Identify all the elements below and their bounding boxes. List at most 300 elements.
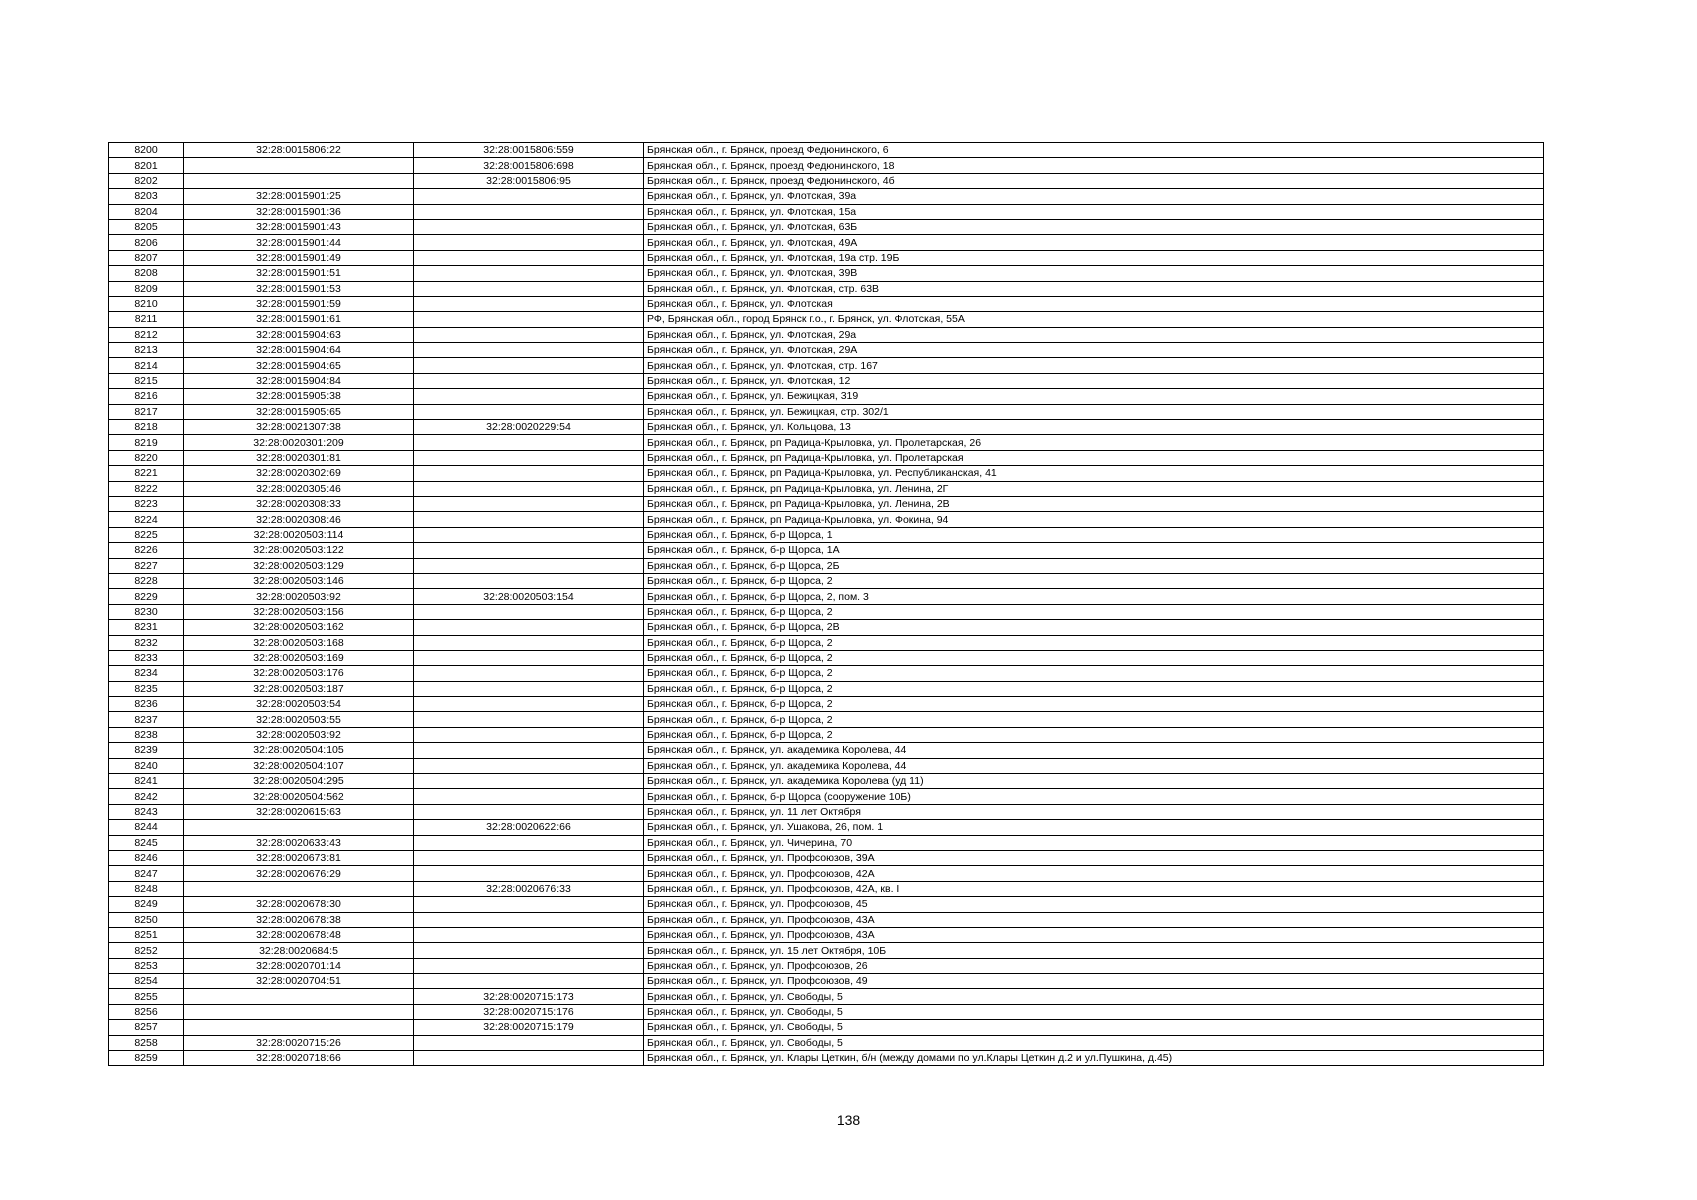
cadastral-number-cell: 32:28:0020503:187: [184, 681, 414, 696]
table-row: [109, 850, 1544, 865]
cadastral-number-cell: 32:28:0020503:168: [184, 635, 414, 650]
related-cadastral-number-cell: [414, 681, 644, 696]
related-cadastral-number-cell: [414, 296, 644, 311]
table-row: [109, 450, 1544, 465]
related-cadastral-number-cell: [414, 527, 644, 542]
address-cell: Брянская обл., г. Брянск, ул. 11 лет Октября: [644, 804, 1544, 819]
row-number-cell: 8248: [109, 881, 184, 896]
row-number-cell: 8204: [109, 204, 184, 219]
cadastral-number-cell: 32:28:0020503:92: [184, 589, 414, 604]
related-cadastral-number-cell: [414, 358, 644, 373]
related-cadastral-number-cell: 32:28:0020715:179: [414, 1020, 644, 1035]
table-row: [109, 758, 1544, 773]
address-cell: Брянская обл., г. Брянск, б-р Щорса (сооружение 10Б): [644, 789, 1544, 804]
table-row: [109, 820, 1544, 835]
row-number-cell: 8219: [109, 435, 184, 450]
address-cell: Брянская обл., г. Брянск, ул. Флотская, 49А: [644, 235, 1544, 250]
related-cadastral-number-cell: [414, 404, 644, 419]
address-cell: Брянская обл., г. Брянск, ул. Свободы, 5: [644, 989, 1544, 1004]
related-cadastral-number-cell: [414, 897, 644, 912]
address-cell: Брянская обл., г. Брянск, ул. Бежицкая, 319: [644, 389, 1544, 404]
row-number-cell: 8202: [109, 173, 184, 188]
table-row: [109, 774, 1544, 789]
table-row: [109, 543, 1544, 558]
related-cadastral-number-cell: [414, 373, 644, 388]
row-number-cell: 8230: [109, 604, 184, 619]
table-row: [109, 712, 1544, 727]
cadastral-number-cell: [184, 881, 414, 896]
row-number-cell: 8256: [109, 1004, 184, 1019]
address-cell: Брянская обл., г. Брянск, б-р Щорса, 2: [644, 635, 1544, 650]
row-number-cell: 8255: [109, 989, 184, 1004]
row-number-cell: 8229: [109, 589, 184, 604]
related-cadastral-number-cell: [414, 804, 644, 819]
related-cadastral-number-cell: [414, 496, 644, 511]
row-number-cell: 8208: [109, 266, 184, 281]
row-number-cell: 8244: [109, 820, 184, 835]
row-number-cell: 8200: [109, 143, 184, 158]
row-number-cell: 8205: [109, 219, 184, 234]
address-cell: Брянская обл., г. Брянск, рп Радица-Крыловка, ул. Ленина, 2В: [644, 496, 1544, 511]
table-row: [109, 697, 1544, 712]
table-row: [109, 881, 1544, 896]
cadastral-number-cell: [184, 1020, 414, 1035]
cadastral-number-cell: [184, 158, 414, 173]
row-number-cell: 8228: [109, 573, 184, 588]
row-number-cell: 8241: [109, 774, 184, 789]
cadastral-number-cell: 32:28:0020504:105: [184, 743, 414, 758]
row-number-cell: 8222: [109, 481, 184, 496]
address-cell: Брянская обл., г. Брянск, проезд Федюнинского, 4б: [644, 173, 1544, 188]
cadastral-number-cell: 32:28:0020678:30: [184, 897, 414, 912]
related-cadastral-number-cell: 32:28:0015806:559: [414, 143, 644, 158]
address-cell: Брянская обл., г. Брянск, ул. Флотская, 63Б: [644, 219, 1544, 234]
row-number-cell: 8251: [109, 927, 184, 942]
cadastral-number-cell: 32:28:0020704:51: [184, 974, 414, 989]
address-cell: Брянская обл., г. Брянск, ул. Профсоюзов, 26: [644, 958, 1544, 973]
row-number-cell: 8236: [109, 697, 184, 712]
address-cell: Брянская обл., г. Брянск, ул. Бежицкая, стр. 302/1: [644, 404, 1544, 419]
related-cadastral-number-cell: 32:28:0015806:698: [414, 158, 644, 173]
cadastral-number-cell: 32:28:0020503:55: [184, 712, 414, 727]
cadastral-number-cell: 32:28:0020503:114: [184, 527, 414, 542]
table-row: [109, 635, 1544, 650]
related-cadastral-number-cell: [414, 850, 644, 865]
table-row: [109, 496, 1544, 511]
row-number-cell: 8234: [109, 666, 184, 681]
cadastral-number-cell: 32:28:0015901:53: [184, 281, 414, 296]
cadastral-number-cell: 32:28:0020308:46: [184, 512, 414, 527]
address-cell: Брянская обл., г. Брянск, б-р Щорса, 2: [644, 712, 1544, 727]
address-cell: Брянская обл., г. Брянск, рп Радица-Крыловка, ул. Фокина, 94: [644, 512, 1544, 527]
address-cell: Брянская обл., г. Брянск, ул. Флотская, 29а: [644, 327, 1544, 342]
related-cadastral-number-cell: [414, 927, 644, 942]
cadastral-number-cell: 32:28:0015904:65: [184, 358, 414, 373]
row-number-cell: 8210: [109, 296, 184, 311]
related-cadastral-number-cell: [414, 189, 644, 204]
related-cadastral-number-cell: [414, 266, 644, 281]
related-cadastral-number-cell: [414, 1035, 644, 1050]
row-number-cell: 8240: [109, 758, 184, 773]
related-cadastral-number-cell: [414, 1051, 644, 1066]
cadastral-number-cell: 32:28:0020503:122: [184, 543, 414, 558]
table-row: [109, 835, 1544, 850]
related-cadastral-number-cell: 32:28:0015806:95: [414, 173, 644, 188]
row-number-cell: 8201: [109, 158, 184, 173]
address-cell: Брянская обл., г. Брянск, ул. Флотская: [644, 296, 1544, 311]
related-cadastral-number-cell: 32:28:0020715:173: [414, 989, 644, 1004]
cadastral-number-cell: 32:28:0015806:22: [184, 143, 414, 158]
row-number-cell: 8239: [109, 743, 184, 758]
related-cadastral-number-cell: [414, 466, 644, 481]
related-cadastral-number-cell: [414, 912, 644, 927]
cadastral-number-cell: 32:28:0020301:209: [184, 435, 414, 450]
cadastral-number-cell: 32:28:0020678:48: [184, 927, 414, 942]
related-cadastral-number-cell: [414, 650, 644, 665]
row-number-cell: 8242: [109, 789, 184, 804]
row-number-cell: 8252: [109, 943, 184, 958]
cadastral-number-cell: 32:28:0020503:54: [184, 697, 414, 712]
table-row: [109, 1051, 1544, 1066]
cadastral-number-cell: 32:28:0020701:14: [184, 958, 414, 973]
related-cadastral-number-cell: [414, 343, 644, 358]
cadastral-number-cell: [184, 989, 414, 1004]
table-row: [109, 789, 1544, 804]
table-row: [109, 743, 1544, 758]
table-row: [109, 666, 1544, 681]
related-cadastral-number-cell: [414, 743, 644, 758]
cadastral-number-cell: 32:28:0015901:43: [184, 219, 414, 234]
page-number: 138: [836, 1112, 861, 1128]
address-cell: Брянская обл., г. Брянск, ул. Профсоюзов, 43А: [644, 927, 1544, 942]
table-row: [109, 943, 1544, 958]
related-cadastral-number-cell: [414, 789, 644, 804]
row-number-cell: 8223: [109, 496, 184, 511]
related-cadastral-number-cell: [414, 312, 644, 327]
table-row: [109, 573, 1544, 588]
row-number-cell: 8245: [109, 835, 184, 850]
address-cell: Брянская обл., г. Брянск, б-р Щорса, 2Б: [644, 558, 1544, 573]
cadastral-number-cell: 32:28:0020676:29: [184, 866, 414, 881]
row-number-cell: 8237: [109, 712, 184, 727]
table-row: [109, 389, 1544, 404]
address-cell: Брянская обл., г. Брянск, б-р Щорса, 2: [644, 666, 1544, 681]
table-row: [109, 620, 1544, 635]
related-cadastral-number-cell: [414, 481, 644, 496]
cadastral-number-cell: 32:28:0020715:26: [184, 1035, 414, 1050]
related-cadastral-number-cell: 32:28:0020715:176: [414, 1004, 644, 1019]
cadastral-number-cell: 32:28:0020503:169: [184, 650, 414, 665]
address-cell: Брянская обл., г. Брянск, проезд Федюнинского, 18: [644, 158, 1544, 173]
related-cadastral-number-cell: [414, 604, 644, 619]
table-row: [109, 343, 1544, 358]
row-number-cell: 8259: [109, 1051, 184, 1066]
cadastral-number-cell: [184, 820, 414, 835]
table-row: [109, 558, 1544, 573]
row-number-cell: 8231: [109, 620, 184, 635]
table-row: [109, 312, 1544, 327]
table-row: [109, 804, 1544, 819]
cadastral-number-cell: 32:28:0015901:44: [184, 235, 414, 250]
related-cadastral-number-cell: [414, 512, 644, 527]
row-number-cell: 8216: [109, 389, 184, 404]
table-row: [109, 158, 1544, 173]
related-cadastral-number-cell: [414, 666, 644, 681]
cadastral-number-cell: 32:28:0020684:5: [184, 943, 414, 958]
cadastral-number-cell: 32:28:0021307:38: [184, 420, 414, 435]
row-number-cell: 8214: [109, 358, 184, 373]
row-number-cell: 8257: [109, 1020, 184, 1035]
table-row: [109, 143, 1544, 158]
address-cell: Брянская обл., г. Брянск, ул. Ушакова, 26, пом. 1: [644, 820, 1544, 835]
address-cell: Брянская обл., г. Брянск, б-р Щорса, 2: [644, 697, 1544, 712]
address-cell: Брянская обл., г. Брянск, ул. Флотская, 19а стр. 19Б: [644, 250, 1544, 265]
cadastral-number-cell: 32:28:0020633:43: [184, 835, 414, 850]
address-cell: Брянская обл., г. Брянск, ул. Свободы, 5: [644, 1020, 1544, 1035]
address-cell: Брянская обл., г. Брянск, ул. Флотская, 29А: [644, 343, 1544, 358]
address-cell: Брянская обл., г. Брянск, ул. Чичерина, 70: [644, 835, 1544, 850]
cadastral-number-cell: 32:28:0015905:65: [184, 404, 414, 419]
table-row: [109, 281, 1544, 296]
related-cadastral-number-cell: [414, 727, 644, 742]
address-cell: Брянская обл., г. Брянск, ул. академика Королева, 44: [644, 743, 1544, 758]
related-cadastral-number-cell: [414, 835, 644, 850]
address-cell: Брянская обл., г. Брянск, ул. 15 лет Октября, 10Б: [644, 943, 1544, 958]
cadastral-number-cell: 32:28:0020503:146: [184, 573, 414, 588]
table-row: [109, 681, 1544, 696]
address-cell: Брянская обл., г. Брянск, ул. Флотская, 15а: [644, 204, 1544, 219]
related-cadastral-number-cell: [414, 774, 644, 789]
related-cadastral-number-cell: [414, 958, 644, 973]
table-row: [109, 481, 1544, 496]
address-cell: Брянская обл., г. Брянск, ул. Кольцова, 13: [644, 420, 1544, 435]
cadastral-number-cell: 32:28:0020718:66: [184, 1051, 414, 1066]
table-row: [109, 173, 1544, 188]
cadastral-number-cell: 32:28:0015901:49: [184, 250, 414, 265]
related-cadastral-number-cell: [414, 573, 644, 588]
registry-table-body: [109, 143, 1544, 1066]
address-cell: Брянская обл., г. Брянск, б-р Щорса, 2: [644, 727, 1544, 742]
address-cell: Брянская обл., г. Брянск, рп Радица-Крыловка, ул. Пролетарская: [644, 450, 1544, 465]
related-cadastral-number-cell: [414, 250, 644, 265]
address-cell: Брянская обл., г. Брянск, б-р Щорса, 1: [644, 527, 1544, 542]
row-number-cell: 8215: [109, 373, 184, 388]
related-cadastral-number-cell: [414, 697, 644, 712]
row-number-cell: 8217: [109, 404, 184, 419]
address-cell: Брянская обл., г. Брянск, ул. Профсоюзов, 45: [644, 897, 1544, 912]
cadastral-number-cell: 32:28:0015904:64: [184, 343, 414, 358]
table-row: [109, 589, 1544, 604]
row-number-cell: 8258: [109, 1035, 184, 1050]
row-number-cell: 8213: [109, 343, 184, 358]
address-cell: Брянская обл., г. Брянск, б-р Щорса, 2, пом. 3: [644, 589, 1544, 604]
cadastral-number-cell: 32:28:0015901:59: [184, 296, 414, 311]
address-cell: Брянская обл., г. Брянск, б-р Щорса, 2: [644, 604, 1544, 619]
table-row: [109, 727, 1544, 742]
address-cell: Брянская обл., г. Брянск, ул. академика Королева, 44: [644, 758, 1544, 773]
table-row: [109, 358, 1544, 373]
table-row: [109, 527, 1544, 542]
cadastral-number-cell: 32:28:0020503:176: [184, 666, 414, 681]
row-number-cell: 8247: [109, 866, 184, 881]
table-row: [109, 958, 1544, 973]
registry-table: [108, 142, 1544, 1066]
cadastral-number-cell: 32:28:0020305:46: [184, 481, 414, 496]
row-number-cell: 8227: [109, 558, 184, 573]
table-row: [109, 927, 1544, 942]
address-cell: Брянская обл., г. Брянск, рп Радица-Крыловка, ул. Республиканская, 41: [644, 466, 1544, 481]
row-number-cell: 8250: [109, 912, 184, 927]
table-row: [109, 435, 1544, 450]
address-cell: Брянская обл., г. Брянск, б-р Щорса, 2: [644, 650, 1544, 665]
table-row: [109, 296, 1544, 311]
address-cell: Брянская обл., г. Брянск, ул. академика Королева (уд 11): [644, 774, 1544, 789]
row-number-cell: 8243: [109, 804, 184, 819]
table-row: [109, 912, 1544, 927]
address-cell: Брянская обл., г. Брянск, ул. Профсоюзов, 42А, кв. I: [644, 881, 1544, 896]
related-cadastral-number-cell: 32:28:0020229:54: [414, 420, 644, 435]
table-row: [109, 974, 1544, 989]
cadastral-number-cell: 32:28:0015901:25: [184, 189, 414, 204]
address-cell: Брянская обл., г. Брянск, проезд Федюнинского, 6: [644, 143, 1544, 158]
address-cell: Брянская обл., г. Брянск, б-р Щорса, 2В: [644, 620, 1544, 635]
address-cell: Брянская обл., г. Брянск, ул. Профсоюзов, 39А: [644, 850, 1544, 865]
row-number-cell: 8225: [109, 527, 184, 542]
row-number-cell: 8211: [109, 312, 184, 327]
table-row: [109, 1020, 1544, 1035]
table-row: [109, 1035, 1544, 1050]
address-cell: Брянская обл., г. Брянск, ул. Флотская, стр. 167: [644, 358, 1544, 373]
row-number-cell: 8224: [109, 512, 184, 527]
row-number-cell: 8233: [109, 650, 184, 665]
table-row: [109, 866, 1544, 881]
row-number-cell: 8254: [109, 974, 184, 989]
row-number-cell: 8246: [109, 850, 184, 865]
related-cadastral-number-cell: [414, 712, 644, 727]
table-row: [109, 897, 1544, 912]
cadastral-number-cell: 32:28:0015901:61: [184, 312, 414, 327]
row-number-cell: 8203: [109, 189, 184, 204]
cadastral-number-cell: 32:28:0015904:84: [184, 373, 414, 388]
row-number-cell: 8221: [109, 466, 184, 481]
table-row: [109, 604, 1544, 619]
related-cadastral-number-cell: [414, 450, 644, 465]
cadastral-number-cell: [184, 173, 414, 188]
related-cadastral-number-cell: [414, 943, 644, 958]
address-cell: Брянская обл., г. Брянск, ул. Флотская, 39а: [644, 189, 1544, 204]
related-cadastral-number-cell: [414, 235, 644, 250]
cadastral-number-cell: 32:28:0020503:156: [184, 604, 414, 619]
related-cadastral-number-cell: [414, 558, 644, 573]
address-cell: РФ, Брянская обл., город Брянск г.о., г. Брянск, ул. Флотская, 55А: [644, 312, 1544, 327]
cadastral-number-cell: 32:28:0020302:69: [184, 466, 414, 481]
address-cell: Брянская обл., г. Брянск, ул. Профсоюзов, 42А: [644, 866, 1544, 881]
address-cell: Брянская обл., г. Брянск, рп Радица-Крыловка, ул. Ленина, 2Г: [644, 481, 1544, 496]
cadastral-number-cell: 32:28:0020504:562: [184, 789, 414, 804]
address-cell: Брянская обл., г. Брянск, б-р Щорса, 1А: [644, 543, 1544, 558]
related-cadastral-number-cell: [414, 758, 644, 773]
row-number-cell: 8206: [109, 235, 184, 250]
row-number-cell: 8226: [109, 543, 184, 558]
cadastral-number-cell: [184, 1004, 414, 1019]
row-number-cell: 8249: [109, 897, 184, 912]
related-cadastral-number-cell: [414, 219, 644, 234]
cadastral-number-cell: 32:28:0015904:63: [184, 327, 414, 342]
table-row: [109, 650, 1544, 665]
address-cell: Брянская обл., г. Брянск, ул. Флотская, стр. 63В: [644, 281, 1544, 296]
cadastral-number-cell: 32:28:0020503:92: [184, 727, 414, 742]
address-cell: Брянская обл., г. Брянск, ул. Флотская, 12: [644, 373, 1544, 388]
table-row: [109, 204, 1544, 219]
cadastral-number-cell: 32:28:0020678:38: [184, 912, 414, 927]
related-cadastral-number-cell: [414, 974, 644, 989]
table-row: [109, 989, 1544, 1004]
address-cell: Брянская обл., г. Брянск, рп Радица-Крыловка, ул. Пролетарская, 26: [644, 435, 1544, 450]
related-cadastral-number-cell: [414, 635, 644, 650]
related-cadastral-number-cell: [414, 620, 644, 635]
cadastral-number-cell: 32:28:0020504:295: [184, 774, 414, 789]
related-cadastral-number-cell: 32:28:0020622:66: [414, 820, 644, 835]
table-row: [109, 420, 1544, 435]
cadastral-number-cell: 32:28:0020615:63: [184, 804, 414, 819]
table-row: [109, 1004, 1544, 1019]
cadastral-number-cell: 32:28:0020503:129: [184, 558, 414, 573]
related-cadastral-number-cell: 32:28:0020503:154: [414, 589, 644, 604]
row-number-cell: 8209: [109, 281, 184, 296]
related-cadastral-number-cell: [414, 327, 644, 342]
related-cadastral-number-cell: [414, 866, 644, 881]
related-cadastral-number-cell: [414, 204, 644, 219]
row-number-cell: 8207: [109, 250, 184, 265]
address-cell: Брянская обл., г. Брянск, б-р Щорса, 2: [644, 573, 1544, 588]
table-row: [109, 189, 1544, 204]
row-number-cell: 8218: [109, 420, 184, 435]
table-row: [109, 266, 1544, 281]
table-row: [109, 512, 1544, 527]
related-cadastral-number-cell: 32:28:0020676:33: [414, 881, 644, 896]
cadastral-number-cell: 32:28:0020308:33: [184, 496, 414, 511]
cadastral-number-cell: 32:28:0020504:107: [184, 758, 414, 773]
address-cell: Брянская обл., г. Брянск, ул. Профсоюзов, 43А: [644, 912, 1544, 927]
address-cell: Брянская обл., г. Брянск, ул. Клары Цеткин, б/н (между домами по ул.Клары Цеткин д.2 и ул.Пушкина, д.45): [644, 1051, 1544, 1066]
table-row: [109, 327, 1544, 342]
related-cadastral-number-cell: [414, 281, 644, 296]
row-number-cell: 8220: [109, 450, 184, 465]
cadastral-number-cell: 32:28:0020503:162: [184, 620, 414, 635]
table-row: [109, 219, 1544, 234]
cadastral-number-cell: 32:28:0015901:36: [184, 204, 414, 219]
row-number-cell: 8232: [109, 635, 184, 650]
address-cell: Брянская обл., г. Брянск, ул. Свободы, 5: [644, 1035, 1544, 1050]
row-number-cell: 8253: [109, 958, 184, 973]
table-row: [109, 250, 1544, 265]
related-cadastral-number-cell: [414, 389, 644, 404]
cadastral-number-cell: 32:28:0015901:51: [184, 266, 414, 281]
address-cell: Брянская обл., г. Брянск, б-р Щорса, 2: [644, 681, 1544, 696]
related-cadastral-number-cell: [414, 435, 644, 450]
table-row: [109, 466, 1544, 481]
cadastral-number-cell: 32:28:0020301:81: [184, 450, 414, 465]
address-cell: Брянская обл., г. Брянск, ул. Флотская, 39В: [644, 266, 1544, 281]
address-cell: Брянская обл., г. Брянск, ул. Профсоюзов, 49: [644, 974, 1544, 989]
row-number-cell: 8235: [109, 681, 184, 696]
table-row: [109, 235, 1544, 250]
row-number-cell: 8238: [109, 727, 184, 742]
address-cell: Брянская обл., г. Брянск, ул. Свободы, 5: [644, 1004, 1544, 1019]
row-number-cell: 8212: [109, 327, 184, 342]
table-row: [109, 404, 1544, 419]
table-row: [109, 373, 1544, 388]
